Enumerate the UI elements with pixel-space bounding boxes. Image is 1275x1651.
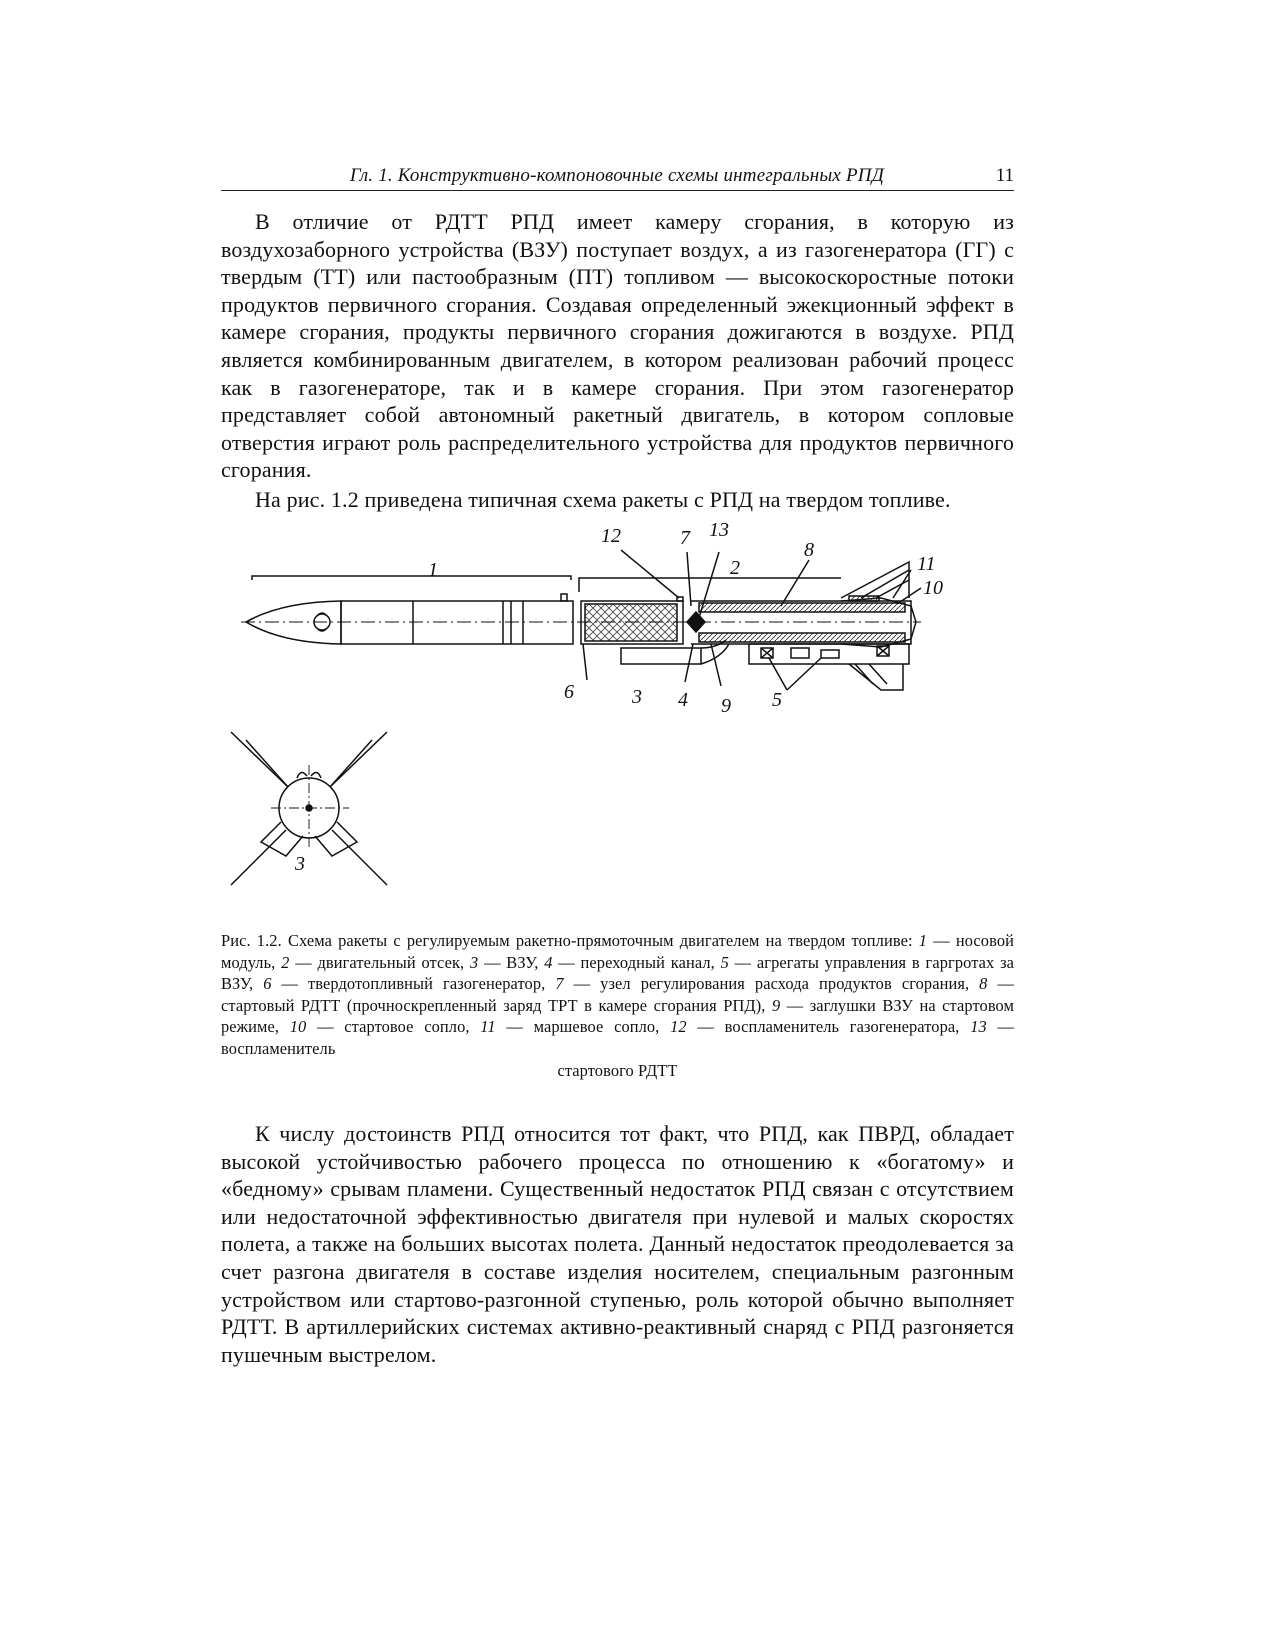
caption-text-7: — узел регулирования расхода продуктов сгорания,: [573, 974, 970, 994]
paragraph-3: К числу достоинств РПД относится тот факт, что РПД, как ПВРД, обладает высокой устойчивостью рабочего процесса по отношению к «богатому» и «бедному» срывам пламени. Существенный недостаток РПД связан с отсутствием или недостаточной эффективностью двигателя при нулевой и малых скоростях полета, а также на больших высотах полета. Данный недостаток преодолевается за счет разгона двигателя в составе изделия носителем, специальным разгонным устройством или стартово-разгонной ступенью, роль которой обычно выполняет РДТТ. В артиллерийских системах активно-реактивный снаряд с РПД разгоняется пушечным выстрелом.: [221, 1121, 1014, 1367]
caption-text-5: — агрегаты управления в гаргротах за ВЗУ,: [221, 952, 1015, 994]
caption-text-13: — воспламенитель: [221, 1017, 1015, 1058]
caption-n-1: 1: [918, 931, 928, 950]
caption-text-3: — ВЗУ,: [484, 952, 539, 972]
running-title: Гл. 1. Конструктивно-компоновочные схемы интегральных РПД: [349, 165, 884, 186]
label-5: 5: [772, 689, 782, 711]
caption-text-2: — двигательный отсек,: [295, 952, 465, 972]
caption-n-6: 6: [263, 974, 272, 994]
paragraph-2: На рис. 1.2 приведена типичная схема ракеты с РПД на твердом топливе.: [255, 487, 951, 512]
rocket-diagram: [221, 519, 1014, 920]
label-3-section: 3: [295, 853, 305, 875]
caption-n-7: 7: [555, 974, 564, 994]
caption-last-line: стартового РДТТ: [557, 1060, 678, 1080]
caption-text-6: — твердотопливный газогенератор,: [281, 974, 546, 994]
caption-n-11: 11: [480, 1017, 496, 1037]
label-4: 4: [678, 689, 688, 711]
caption-n-13: 13: [970, 1017, 987, 1037]
caption-n-8: 8: [979, 974, 988, 994]
caption-n-9: 9: [771, 995, 781, 1015]
label-11: 11: [917, 553, 936, 575]
page-number: 11: [995, 165, 1014, 186]
label-9: 9: [721, 695, 731, 717]
caption-n-10: 10: [289, 1017, 307, 1037]
caption-n-5: 5: [720, 952, 729, 972]
paragraph-1: В отличие от РДТТ РПД имеет камеру сгорания, в которую из воздухозаборного устройства (ВЗУ) поступает воздух, а из газогенератора (ГГ) с твердым (ТТ) или пастообразным (ПТ) топливом — высокоскоростные потоки продуктов первичного сгорания. Создавая определенный эжекционный эффект в камере сгорания, продукты первичного сгорания дожигаются в воздухе. РПД является комбинированным двигателем, в котором реализован рабочий процесс как в газогенераторе, так и в камере сгорания. При этом газогенератор представляет собой автономный ракетный двигатель, в котором сопловые отверстия играют роль распределительного устройства для продуктов первичного сгорания.: [221, 209, 1014, 483]
label-12: 12: [601, 525, 621, 547]
label-13: 13: [709, 519, 729, 541]
caption-text-8: — стартовый РДТТ (прочноскрепленный заряд ТРТ в камере сгорания РПД),: [221, 974, 1014, 1015]
caption-text-4: — переходный канал,: [558, 952, 715, 972]
figure-1-2: [221, 519, 1014, 920]
running-head: [221, 162, 1014, 191]
label-6: 6: [564, 681, 574, 703]
caption-n-4: 4: [544, 952, 553, 972]
label-10: 10: [923, 577, 943, 599]
caption-text-1: — носовой модуль,: [221, 931, 1014, 972]
label-7: 7: [680, 527, 690, 549]
label-3: 3: [632, 686, 642, 708]
caption-text-12: — воспламенитель газогенератора,: [697, 1017, 960, 1037]
caption-text-10: — стартовое сопло,: [317, 1017, 470, 1037]
caption-n-12: 12: [670, 1017, 687, 1037]
label-8: 8: [804, 539, 814, 561]
caption-text-11: — маршевое сопло,: [506, 1017, 660, 1037]
figure-caption: [221, 930, 1014, 1081]
caption-n-2: 2: [281, 952, 290, 972]
caption-n-3: 3: [470, 952, 479, 972]
label-2: 2: [730, 557, 740, 579]
label-1: 1: [428, 559, 438, 581]
caption-text-9: — заглушки ВЗУ на стартовом режиме,: [221, 995, 1014, 1037]
caption-prefix: Рис. 1.2. Схема ракеты с регулируемым ракетно-прямоточным двигателем на твердом топливе:: [221, 931, 913, 950]
